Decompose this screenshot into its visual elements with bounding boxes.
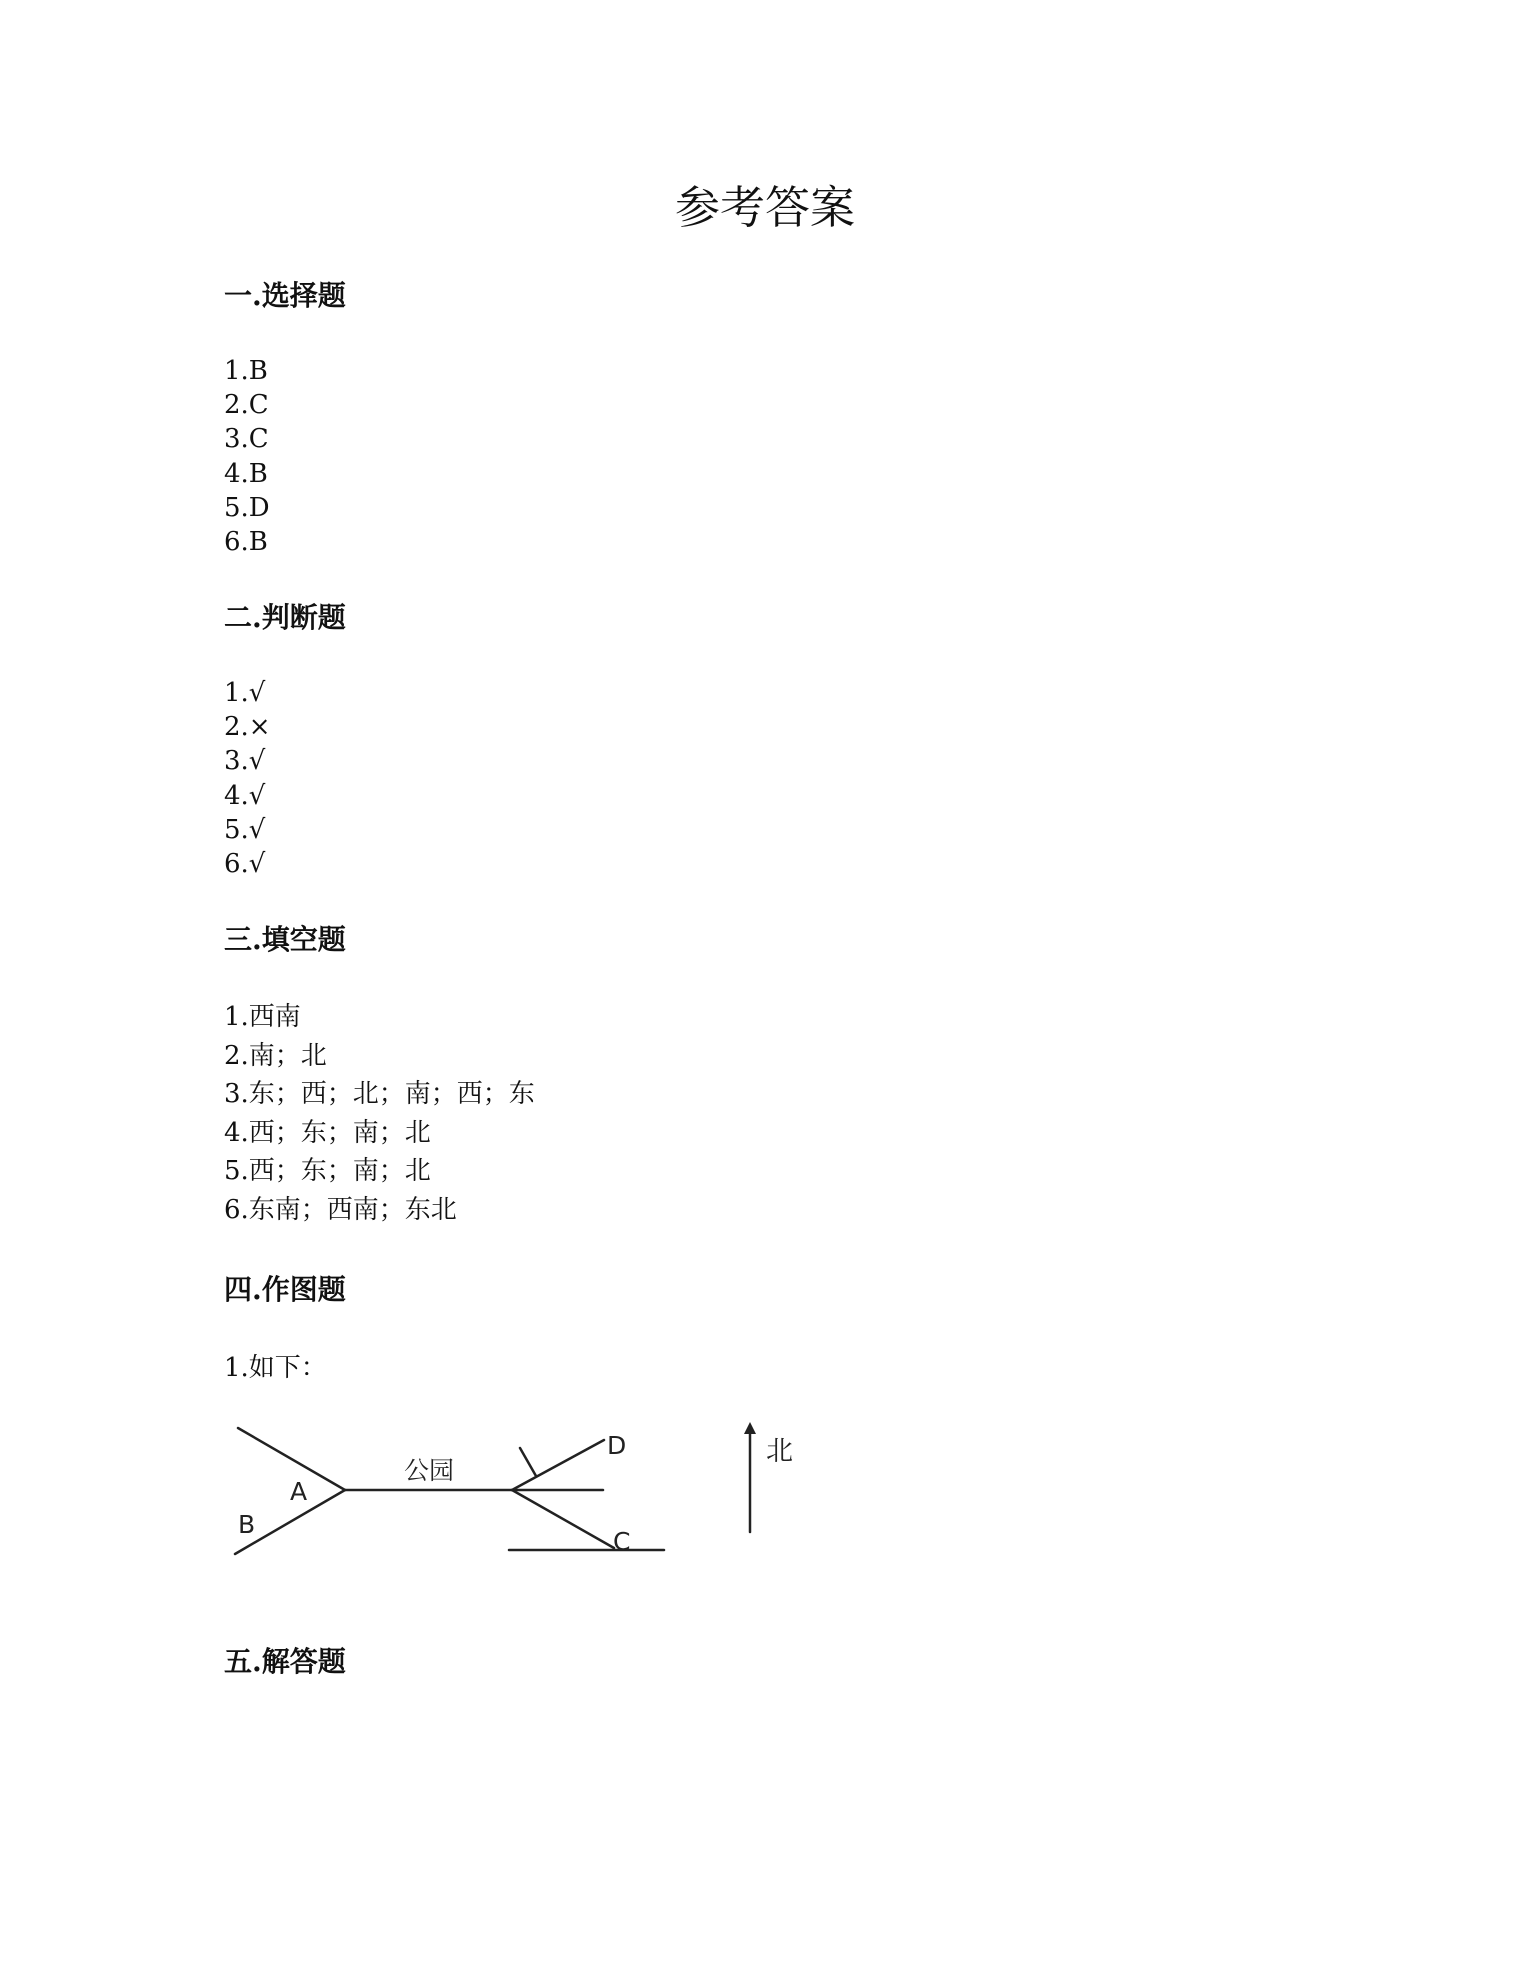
answer-item: 4.√ bbox=[224, 780, 266, 811]
label-b: B bbox=[238, 1510, 256, 1539]
label-c: C bbox=[613, 1527, 631, 1556]
north-arrow-icon bbox=[744, 1422, 756, 1434]
label-north: 北 bbox=[766, 1436, 793, 1467]
section-heading-multiple-choice: 一.选择题 bbox=[224, 279, 346, 312]
label-park: 公园 bbox=[404, 1456, 455, 1485]
answer-item: 6.√ bbox=[224, 848, 266, 879]
section-heading-drawing: 四.作图题 bbox=[224, 1273, 346, 1306]
answer-item: 5.西；东；南；北 bbox=[224, 1156, 431, 1187]
road-line bbox=[512, 1440, 604, 1490]
section-heading-true-false: 二.判断题 bbox=[224, 601, 346, 634]
answer-list-multiple-choice bbox=[224, 354, 270, 559]
answer-item: 2.C bbox=[224, 390, 269, 421]
drawing-intro: 1.如下： bbox=[224, 1353, 327, 1383]
answer-item: 4.西；东；南；北 bbox=[224, 1117, 431, 1148]
answer-item: 2.× bbox=[224, 712, 271, 743]
answer-item: 1.B bbox=[224, 356, 268, 386]
answer-list-fill-blank bbox=[224, 998, 535, 1230]
label-d: D bbox=[607, 1431, 627, 1460]
answer-item: 2.南；北 bbox=[224, 1040, 327, 1071]
road-line bbox=[512, 1490, 614, 1548]
direction-map-diagram bbox=[224, 1420, 824, 1570]
answer-item: 5.√ bbox=[224, 814, 266, 845]
answer-item: 1.西南 bbox=[224, 1002, 301, 1032]
answer-item: 1.√ bbox=[224, 678, 266, 708]
answer-list-true-false bbox=[224, 676, 271, 881]
answer-item: 6.B bbox=[224, 526, 268, 557]
answer-item: 5.D bbox=[224, 492, 270, 523]
answer-item: 3.C bbox=[224, 424, 269, 455]
answer-item: 3.√ bbox=[224, 746, 266, 777]
road-line bbox=[520, 1448, 536, 1476]
section-heading-solve: 五.解答题 bbox=[224, 1645, 346, 1678]
answer-item: 3.东；西；北；南；西；东 bbox=[224, 1079, 535, 1110]
section-heading-fill-blank: 三.填空题 bbox=[224, 923, 346, 956]
answer-item: 4.B bbox=[224, 458, 268, 489]
label-a: A bbox=[290, 1477, 308, 1506]
answer-item: 6.东南；西南；东北 bbox=[224, 1194, 457, 1225]
page-title: 参考答案 bbox=[674, 181, 855, 234]
